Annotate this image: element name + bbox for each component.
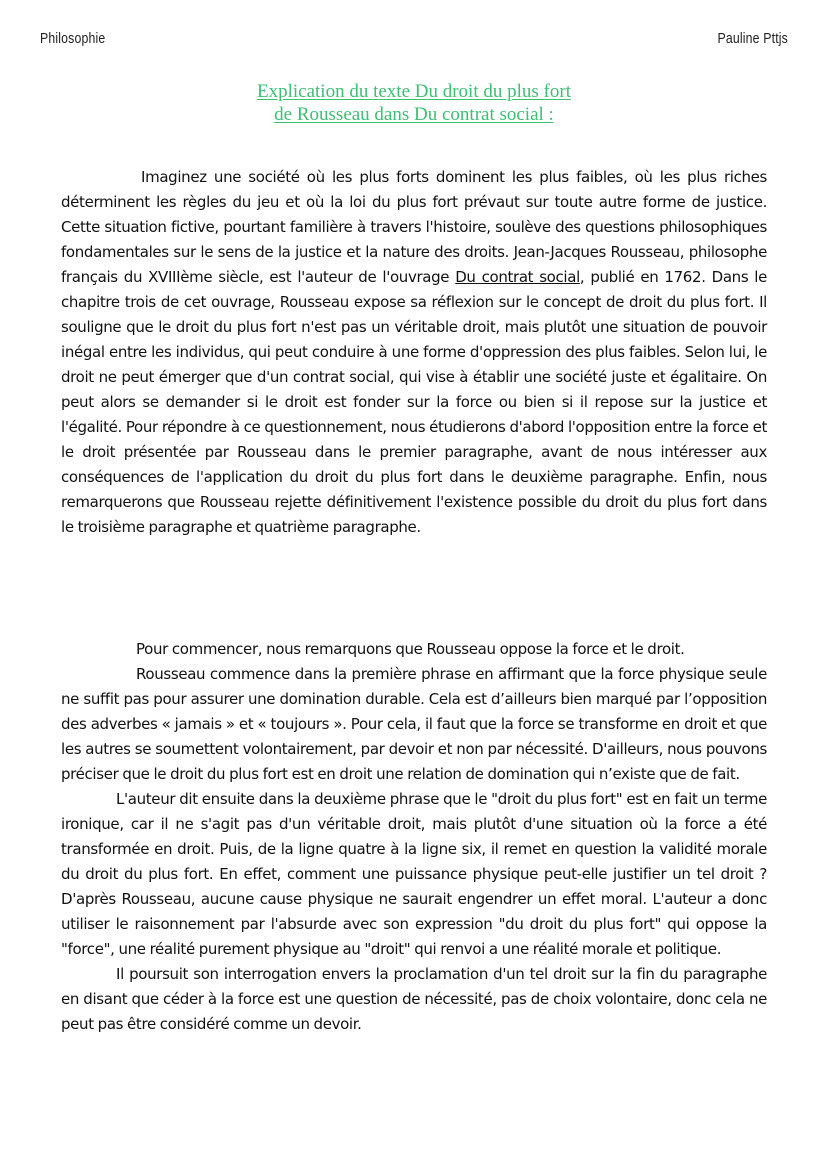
title-line-2: de Rousseau dans Du contrat social : <box>274 104 554 125</box>
development-paragraph-2: L'auteur dit ensuite dans la deuxième phrase que le "droit du plus fort" est en fait un terme ironique, car il ne s'agit pas d'un véritable droit, mais plutôt d'une situation où la force a été transformée en droit. Puis, de la ligne quatre à la ligne six, il remet en question la validité morale du droit du plus fort. En effet, comment une puissance physique peut-elle justifier un tel droit ? D'après Rousseau, aucune cause physique ne saurait engendrer un effet moral. L'auteur a donc utiliser le raisonnement par l'absurde avec son expression "du droit du plus fort" qui oppose la "force", une réalité purement physique au "droit" qui renvoi a une réalité morale et politique. <box>61 790 767 958</box>
development-paragraph-3: Il poursuit son interrogation envers la proclamation d'un tel droit sur la fin du paragraphe en disant que céder à la force est une question de nécessité, pas de choix volontaire, donc cela ne peut pas être considéré comme un devoir. <box>61 965 767 1033</box>
introduction-section <box>61 165 767 540</box>
development-heading: Pour commencer, nous remarquons que Rousseau oppose la force et le droit. <box>136 640 685 658</box>
subject-label: Philosophie <box>40 30 106 47</box>
intro-text-part-1: Imaginez une société où les plus forts dominent les plus faibles, où les plus riches déterminent les règles du jeu et où la loi du plus fort prévaut sur toute autre forme de justice. Cette situation fictive, pourtant familière à travers l'histoire, soulève des questions philosophiques fondamentales sur le sens de la justice et la nature des droits. Jean-Jacques Rousseau, philosophe français du XVIIIème siècle, est l'auteur de l'ouvrage <box>61 168 767 286</box>
book-title-reference: Du contrat social <box>455 268 580 286</box>
introduction-paragraph <box>61 165 767 540</box>
author-name: Pauline Pttjs <box>717 30 788 47</box>
development-paragraph-1: Rousseau commence dans la première phrase en affirmant que la force physique seule ne suffit pas pour assurer une domination durable. Cela est d’ailleurs bien marqué par l’opposition des adverbes « jamais » et « toujours ». Pour cela, il faut que la force se transforme en droit et que les autres se soumettent volontairement, par devoir et non par nécessité. D'ailleurs, nous pouvons préciser que le droit du plus fort est en droit une relation de domination qui n’existe que de fait. <box>61 665 767 783</box>
page-header <box>0 28 828 52</box>
document-title <box>0 80 828 126</box>
title-line-1: Explication du texte Du droit du plus fort <box>257 81 571 102</box>
development-section <box>61 637 767 1037</box>
intro-text-part-2: , publié en 1762. Dans le chapitre trois de cet ouvrage, Rousseau expose sa réflexion sur le concept de droit du plus fort. Il souligne que le droit du plus fort n'est pas un véritable droit, mais plutôt une situation de pouvoir inégal entre les individus, qui peut conduire à une forme d'oppression des plus faibles. Selon lui, le droit ne peut émerger que d'un contrat social, qui vise à établir une société juste et égalitaire. On peut alors se demander si le droit est fonder sur la force ou bien si il repose sur la justice et l'égalité. Pour répondre à ce questionnement, nous étudierons d'abord l'opposition entre la force et le droit présentée par Rousseau dans le premier paragraphe, avant de nous intéresser aux conséquences de l'application du droit du plus fort dans le deuxième paragraphe. Enfin, nous remarquerons que Rousseau rejette définitivement l'existence possible du droit du plus fort dans le troisième paragraphe et quatrième paragraphe. <box>61 268 768 536</box>
